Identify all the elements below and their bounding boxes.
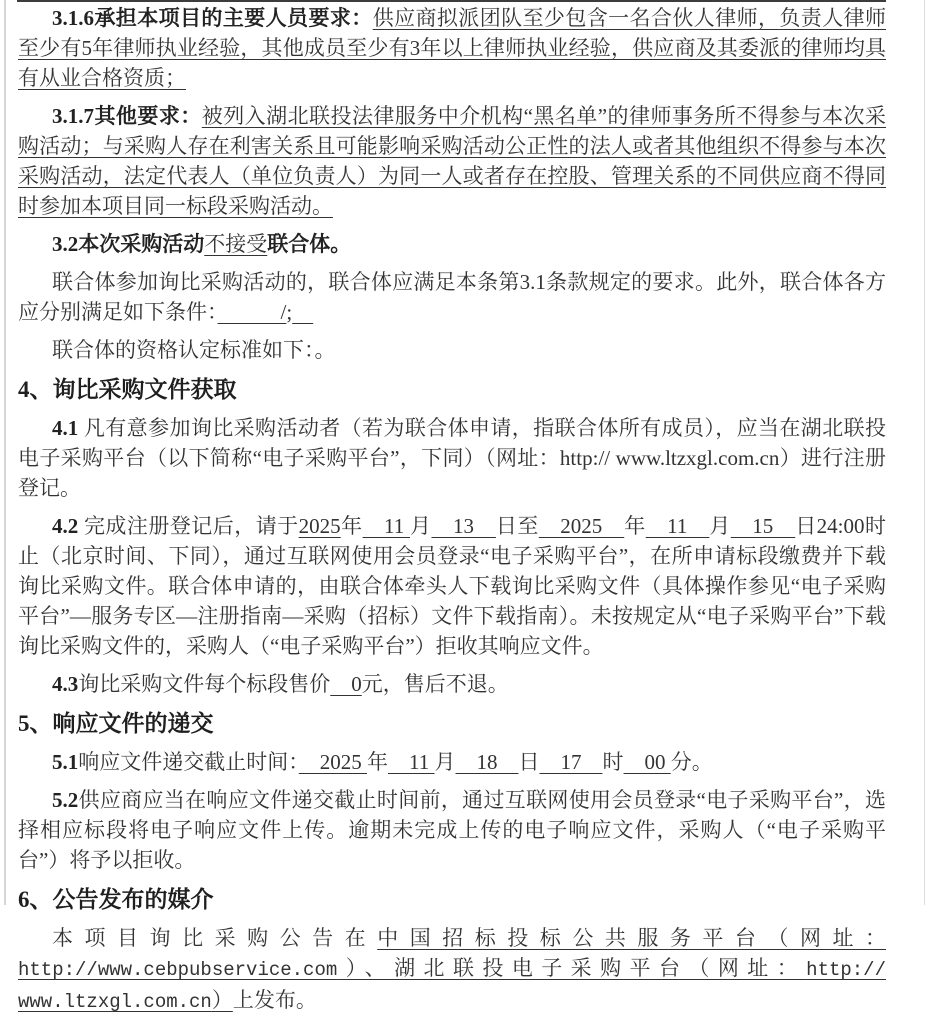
deadline-hour-char: 时 <box>602 750 624 774</box>
blank-end-year: 2025 <box>538 514 625 538</box>
clause-3-1-6 <box>18 3 886 93</box>
blank-price: 0 <box>330 672 362 696</box>
clause-3-1-6-label: 3.1.6承担本项目的主要人员要求： <box>52 6 373 30</box>
announcement-media <box>18 923 886 1017</box>
clause-5-1 <box>18 747 886 777</box>
deadline-month-blank: 11 <box>388 750 435 774</box>
section-6-heading: 6、公告发布的媒介 <box>18 887 214 912</box>
clause-4-3-text: 询比采购文件每个标段售价 <box>78 672 331 696</box>
closing-paren: ） <box>211 988 233 1012</box>
clause-5-2-text: 供应商应当在响应文件递交截止时间前，通过互联网使用会员登录“电子采购平台”，选择相应标段将电子响应文件上传。逾期未完成上传的电子响应文件，采购人（“电子采购平台”）将予以拒收。 <box>18 788 886 872</box>
deadline-day-char: 日 <box>518 750 540 774</box>
clause-5-1-text: 响应文件递交截止时间： <box>78 750 299 774</box>
deadline-hour-blank: 17 <box>539 750 603 774</box>
clause-5-2 <box>18 785 886 875</box>
semicolon: ; <box>286 300 293 324</box>
clause-3-1-7-label: 3.1.7其他要求： <box>52 104 202 128</box>
announcement-media-text: 本项目询比采购公告在 <box>52 926 378 950</box>
clause-4-1 <box>18 413 886 503</box>
day-to-chars: 日至 <box>495 514 539 538</box>
section-4-heading: 4、询比采购文件获取 <box>18 377 237 402</box>
deadline-year-blank: 2025 <box>298 750 367 774</box>
clause-3-2-not-accept-underlined: 不接受 <box>204 232 268 256</box>
consortium-qualification-standard <box>18 335 886 365</box>
year-char: 年 <box>340 514 363 538</box>
blank-end-month: 11 <box>645 514 710 538</box>
clause-3-2-text: 3.2本次采购活动 <box>52 232 205 256</box>
deadline-day-blank: 18 <box>455 750 519 774</box>
clause-4-2-text-end: 日24:00时止（北京时间、下同），通过互联网使用会员登录“电子采购平台”，在所申请标段缴费并下载询比采购文件。联合体申请的，由联合体牵头人下载询比采购文件（具体操作参见“电子采购平台”—服务专区—注册指南—采购（招标）文件下载指南）。未按规定从“电子采购平台”下载询比采购文件的，采购人（“电子采购平台”）拒收其响应文件。 <box>18 514 886 658</box>
announcement-media-text-end: 上发布。 <box>232 988 317 1012</box>
month-char-2: 月 <box>709 514 731 538</box>
fill-in-blank-slash: / <box>217 300 287 324</box>
clause-3-2-text-end: 联合体。 <box>267 232 352 256</box>
clause-4-3-text-end: 元，售后不退。 <box>361 672 509 696</box>
platform-2-url: http:// www.ltzxgl.com.cn <box>18 959 886 1013</box>
clause-5-1-number: 5.1 <box>52 750 79 774</box>
clause-4-1-number: 4.1 <box>52 416 79 440</box>
clause-3-1-6-underlined-text: 供应商拟派团队至少包含一名合伙人律师，负责人律师至少有5年律师执业经验，其他成员至少有3年以上律师执业经验，供应商及其委派的律师均具有从业合格资质； <box>18 6 887 90</box>
blank-start-month: 11 <box>362 514 411 538</box>
platform-1-name: 中国招标投标公共服务平台（网址： <box>377 926 887 950</box>
clause-4-2-text: 完成注册登记后，请于 <box>78 514 299 538</box>
clause-3-1-7 <box>18 101 886 221</box>
month-char: 月 <box>410 514 432 538</box>
consortium-conditions <box>18 267 886 327</box>
year-char-2: 年 <box>624 514 646 538</box>
platform-2-name: ）、湖北联投电子采购平台（网址： <box>337 956 807 980</box>
platform-1-url: http://www.cebpubservice.com <box>18 959 338 981</box>
deadline-month-char: 月 <box>434 750 456 774</box>
consortium-conditions-text: 联合体参加询比采购活动的，联合体应满足本条第3.1条款规定的要求。此外，联合体各方应分别满足如下条件： <box>18 270 886 324</box>
deadline-minute-blank: 00 <box>623 750 671 774</box>
clause-4-3-number: 4.3 <box>52 672 79 696</box>
clause-4-2-number: 4.2 <box>52 514 79 538</box>
deadline-year-char: 年 <box>367 750 388 774</box>
fill-in-blank-short <box>292 300 313 324</box>
blank-start-year: 2025 <box>298 514 341 538</box>
clause-4-1-text: 凡有意参加询比采购活动者（若为联合体申请，指联合体所有成员），应当在湖北联投电子采购平台（以下简称“电子采购平台”，下同）（网址：http:// www.ltzxgl.com.cn）进行注册登记。 <box>18 416 886 500</box>
consortium-qualification-text: 联合体的资格认定标准如下：。 <box>52 338 336 362</box>
section-5-heading: 5、响应文件的递交 <box>18 711 214 736</box>
clause-4-3 <box>18 669 886 699</box>
blank-start-day: 13 <box>431 514 496 538</box>
clause-3-2 <box>18 229 886 259</box>
clause-4-2 <box>18 511 886 661</box>
deadline-minute-char: 分。 <box>670 750 713 774</box>
clause-3-1-7-underlined-text: 被列入湖北联投法律服务中介机构“黑名单”的律师事务所不得参与本次采购活动；与采购人存在利害关系且可能影响采购活动公正性的法人或者其他组织不得参与本次采购活动，法定代表人（单位负责人）为同一人或者存在控股、管理关系的不同供应商不得同时参加本项目同一标段采购活动。 <box>18 104 887 218</box>
clause-5-2-number: 5.2 <box>52 788 79 812</box>
blank-end-day: 15 <box>730 514 796 538</box>
